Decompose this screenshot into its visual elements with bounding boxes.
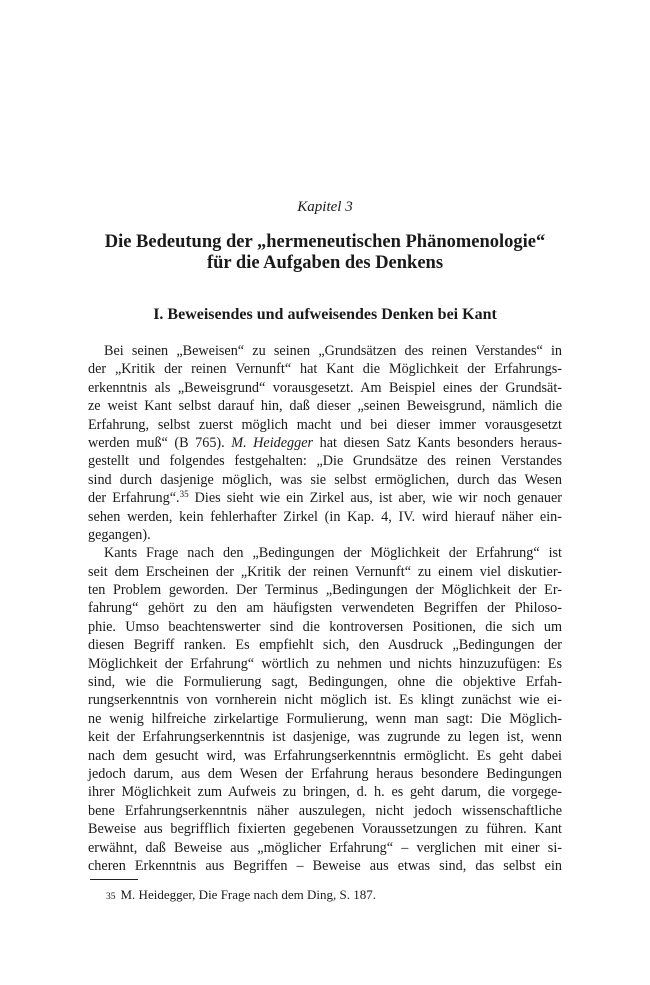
text-line: sehen werden, kein fehlerhafter Zirkel (in Kap. 4, IV. wird hierauf näher ein- (88, 508, 562, 525)
text-line (88, 434, 562, 452)
text-line: gestellt und folgendes festgehalten: „Die Grundsätze des reinen Verstandes (88, 453, 562, 470)
text-line: gegangen). (88, 526, 151, 543)
footnote-reference[interactable]: 35 (179, 489, 189, 500)
section-title: I. Beweisendes und aufweisendes Denken bei Kant (153, 306, 497, 323)
text-segment: Dies sieht wie ein Zirkel aus, ist aber, wie wir noch genauer (188, 490, 562, 507)
chapter-title-line: Die Bedeutung der „hermeneutischen Phänomenologie“ (104, 232, 546, 252)
text-segment: der Erfahrung“. (88, 490, 180, 507)
text-line: sind durch dasjenige möglich, was sie selbst ermöglichen, durch das Wesen (88, 471, 562, 488)
text-segment: werden muß“ (B 765). (88, 434, 232, 451)
text-line: der „Kritik der reinen Vernunft“ hat Kant die Möglichkeit der Erfahrungs- (88, 361, 562, 378)
text-line: cheren Erkenntnis aus Begriffen – Beweise aus etwas sind, das selbst ein (88, 857, 562, 874)
text-line: Bei seinen „Beweisen“ zu seinen „Grundsätzen des reinen Verstandes“ in (104, 343, 562, 359)
footnote (106, 887, 376, 903)
text-line: rungserkenntnis von vornherein nicht möglich ist. Es klingt zunächst wie ei- (88, 692, 562, 709)
chapter-title-line: für die Aufgaben des Denkens (206, 253, 444, 273)
text-line: phie. Umso beachtenswerter sind die kontroversen Positionen, die sich um (88, 618, 562, 635)
text-line: sind, wie die Formulierung sagt, Bedingungen, ohne die objektive Erfah- (88, 674, 562, 691)
text-line: ne wenig hilfreiche zirkelartige Formulierung, wenn man sagt: Die Möglich- (88, 710, 562, 727)
text-line: Möglichkeit der Erfahrung“ wörtlich zu nehmen und nichts hinzuzufügen: Es (88, 655, 562, 672)
text-line: erkenntnis als „Beweisgrund“ vorausgesetzt. Am Beispiel eines der Grundsät- (88, 379, 562, 396)
text-line (88, 489, 562, 507)
chapter-label: Kapitel 3 (297, 199, 353, 215)
text-line: diesen Begriff ranken. Es empfiehlt sich, den Ausdruck „Bedingungen der (88, 637, 562, 654)
text-line: nach dem gesucht wird, was Erfahrungserkenntnis ermöglicht. Es geht dabei (88, 747, 562, 764)
body-text (88, 342, 562, 875)
text-line: keit der Erfahrungserkenntnis ist dasjenige, was zugrunde zu legen ist, wenn (88, 729, 562, 746)
text-line: fahrung“ gehört zu den am häufigsten verwendeten Begriffen der Philoso- (88, 600, 562, 617)
text-line: Erfahrung, selbst zuerst möglich macht und bei dieser immer vorausgesetzt (88, 416, 562, 433)
text-line: ten Problem geworden. Der Terminus „Bedingungen der Möglichkeit der Er- (88, 582, 562, 599)
text-line: seit dem Erscheinen der „Kritik der reinen Vernunft“ zu einem viel diskutier- (88, 563, 562, 580)
text-line: bene Erfahrungserkenntnis näher auszulegen, nicht jedoch wissenschaftliche (88, 802, 562, 819)
author-name-italic: M. Heidegger (231, 434, 314, 451)
text-line: Kants Frage nach den „Bedingungen der Möglichkeit der Erfahrung“ ist (104, 545, 562, 562)
text-segment: hat diesen Satz Kants besonders heraus- (313, 434, 563, 451)
chapter-title (60, 232, 590, 274)
text-line: jedoch darum, aus dem Wesen der Erfahrung heraus besondere Bedingungen (88, 765, 562, 782)
text-line: erwähnt, daß Beweise aus „möglicher Erfahrung“ – verglichen mit einer si- (88, 839, 562, 856)
text-line: Beweise aus begrifflich fixierten gegebenen Voraussetzungen zu führen. Kant (88, 821, 562, 838)
text-line: ihrer Möglichkeit zum Aufweis zu bringen, d. h. es geht darum, die vorgege- (88, 784, 562, 801)
footnote-number: 35 (106, 892, 116, 902)
text-line: ze weist Kant selbst darauf hin, daß dieser „seinen Beweisgrund, nämlich die (88, 398, 562, 415)
footnote-divider (90, 879, 138, 880)
footnote-text: M. Heidegger, Die Frage nach dem Ding, S. 187. (120, 887, 376, 902)
